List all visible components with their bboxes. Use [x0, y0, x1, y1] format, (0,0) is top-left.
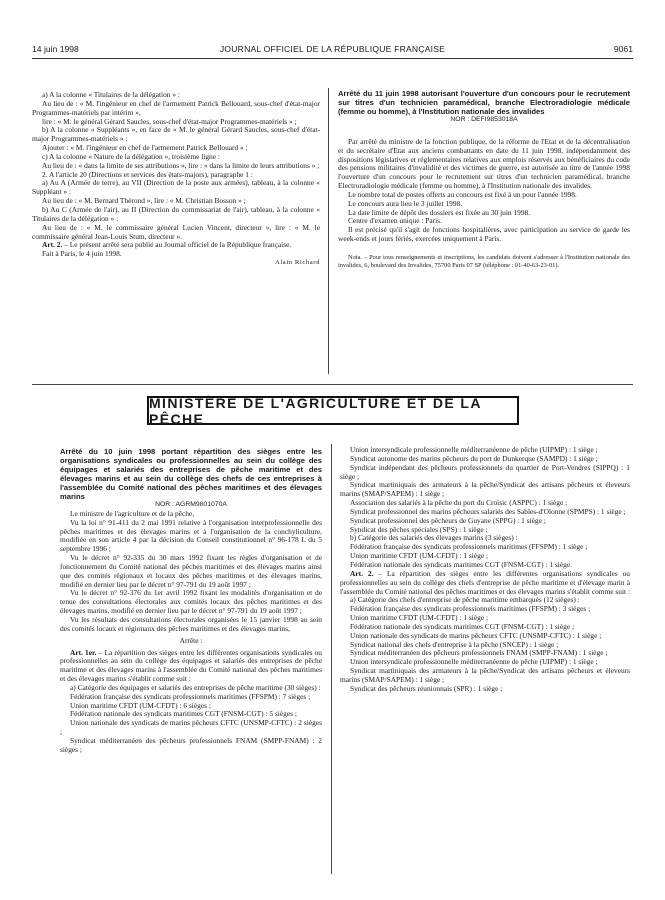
- list-item: Union intersyndicale professionnelle méditerranéenne de pêche (UIPMP) : 1 siège ;: [350, 657, 598, 667]
- signature: Alain Richard: [275, 259, 320, 267]
- paragraph: Vu les résultats des consultations électorales organisées le 15 janvier 1998 au sein des comités locaux et régionaux des pêches maritimes et des élevages marins,: [60, 614, 322, 633]
- paragraph: Le nombre total de postes offerts au concours est fixé à un pour l'année 1998.: [348, 189, 577, 199]
- section-rule: [32, 384, 633, 385]
- list-item: Fédération française des syndicats professionnels maritimes (FFSPM) : 7 sièges ;: [70, 691, 311, 701]
- article-label: Art. 2.: [42, 240, 63, 250]
- category-heading: a) Catégorie des équipages et salariés des entreprises de pêche maritime (30 sièges) :: [70, 682, 321, 692]
- paragraph: Au lieu de : « M. le commissaire général Lucien Vincent, directeur », lire : « M. le commissaire général Jean-Louis Stum, directeur ».: [32, 222, 320, 241]
- ministry-heading: MINISTÈRE DE L'AGRICULTURE ET DE LA PÊCHE: [147, 396, 519, 425]
- header-journal-title: JOURNAL OFFICIEL DE LA RÉPUBLIQUE FRANÇAISE: [219, 44, 446, 54]
- article-1: [60, 649, 322, 684]
- list-item: Union nationale des syndicats de marins pêcheurs CFTC (UNSMP-CFTC) : 1 siège ;: [350, 630, 602, 640]
- paragraph: Au lieu de : « M. l'ingénieur en chef de l'armement Patrick Bellouard, sous-chef d'état-major Programmes-matériels par intérim »,: [32, 98, 320, 117]
- paragraph: a) Au A (Armée de terre), au VII (Direction de la poste aux armées), tableau, à la colonne « Suppléant » :: [32, 178, 320, 197]
- paragraph: La date limite de dépôt des dossiers est fixée au 30 juin 1998.: [348, 207, 531, 217]
- list-item: Fédération nationale des syndicats maritimes CGT (FNSM-CGT) : 5 sièges ;: [70, 709, 297, 719]
- paragraph: Le ministre de l'agriculture et de la pêche,: [70, 508, 195, 518]
- header-rule: [32, 58, 633, 59]
- list-item: Syndicat martiniquais des armateurs à la pêche/Syndicat des artisans pêcheurs et éleveurs marins (SMAP/SAPEM) : 1 siège ;: [340, 666, 630, 684]
- decree-title: Arrêté du 11 juin 1998 autorisant l'ouverture d'un concours pour le recrutement sur titres d'un technicien paramédical, branche Electroradiologie médicale (femme ou homme), à l'Institution nationale des invalides: [338, 89, 630, 116]
- paragraph: Au lieu de : « dans la limite de ses attributions », lire : « dans la limite de leurs attributions » ;: [42, 160, 320, 170]
- list-item: Syndicat des pêches spéciales (SPS) : 1 siège ;: [350, 524, 488, 534]
- paragraph: Vu la loi n° 91-411 du 2 mai 1991 relative à l'organisation interprofessionnelle des pêches maritimes et des élevages marins et à l'organisation de la conchyliculture, modifiée en son article 4 par la décision du Conseil constitutionnel n° 96-178 L du 5 septembre 1996 ;: [60, 517, 322, 554]
- decree-title: Arrêté du 10 juin 1998 portant répartition des sièges entre les organisations syndicales ou professionnelles au sein du collège des équipages et salariés des entreprises de pêche maritime et des élevages marins et au sein du collège des chefs de ces entreprises à l'assemblée du Comité national des pêches maritimes et des élevages marins: [60, 447, 322, 501]
- paragraph: Par arrêté du ministre de la fonction publique, de la réforme de l'Etat et de la décentralisation et du secrétaire d'Etat aux anciens combattants en date du 11 juin 1998, indépendamment des dispositions législatives et réglementaires relatives aux emplois réservés aux bénéficiaires du code des pensions militaires d'invalidité et des victimes de guerre, est autorisée au titre de l'année 1998 l'ouverture d'un concours pour le recrutement sur titres d'un technicien paramédical, branche Electroradiologie médicale (femme ou homme), à l'Institution nationale des invalides.: [338, 136, 630, 191]
- list-item: Syndicat autonome des marins pêcheurs du port de Dunkerque (SAMPD) : 1 siège ;: [350, 453, 598, 463]
- column-divider: [331, 444, 332, 874]
- paragraph: b) Au C (Armée de l'air), au II (Direction du commissariat de l'air), tableau, à la colonne « Titulaires de la délégation » :: [32, 204, 320, 223]
- paragraph: c) A la colonne « Nature de la délégation », troisième ligne :: [42, 151, 220, 161]
- left-bottom-column: [60, 447, 322, 755]
- category-heading: b) Catégorie des salariés des élevages marins (3 sièges) :: [350, 533, 518, 543]
- list-item: Union maritime CFDT (UM-CFDT) : 1 siège ;: [350, 551, 489, 561]
- right-top-column: [338, 89, 630, 269]
- list-item: Syndicat des pêcheurs réunionnais (SPR) : 1 siège ;: [350, 683, 503, 693]
- left-top-column: [32, 91, 320, 268]
- list-item: Association des salariés à la pêche du port du Croisic (ASPPC) : 1 siège ;: [350, 498, 568, 508]
- paragraph: 2. A l'article 20 (Directions et services des états-majors), paragraphe 1 :: [42, 169, 253, 179]
- list-item: Fédération française des syndicats professionnels maritimes (FFSPM) : 3 sièges ;: [350, 604, 591, 614]
- column-divider: [328, 88, 329, 374]
- paragraph: Centre d'examen unique : Paris.: [348, 216, 442, 226]
- list-item: Syndicat indépendant des pêcheurs professionnels du quartier de Port-Vendres (SIPPQ) : 1 siège ;: [340, 462, 630, 481]
- article-label: Art. 2.: [350, 568, 374, 578]
- signing-place-date: Fait à Paris, le 4 juin 1998.: [42, 249, 122, 259]
- nor-reference: NOR : AGRM9801070A: [155, 501, 227, 508]
- paragraph: Vu le décret n° 92-376 du 1er avril 1992 fixant les modalités d'organisation et de tenue des consultations électorales aux comités locaux des pêches maritimes et des élevages marins, modifié en dernier lieu par le décret n° 97-791 du 19 août 1997 ;: [60, 588, 322, 616]
- list-item: Syndicat martiniquais des armateurs à la pêche/Syndicat des artisans pêcheurs et éleveurs marins (SMAP/SAPEM) : 1 siège ;: [340, 480, 630, 499]
- paragraph: Il est précisé qu'il s'agit de fonctions hospitalières, avec participation au service de garde les week-ends et jours fériés, exercées uniquement à Paris.: [338, 225, 630, 244]
- article-text: – Le présent arrêté sera publié au Journal officiel de la République française.: [64, 240, 292, 250]
- list-item: Syndicat méditerranéen des pêcheurs professionnels FNAM (SMPP-FNAM) : 2 sièges ;: [60, 735, 322, 754]
- article-text: – La répartition des sièges entre les différentes organisations syndicales ou professionnelles au sein du collège des équipages et salariés des entreprises de pêche maritime et des élevages marins à l'assemblée du Comité national des pêches maritimes et des élevages marins s'établit comme suit :: [60, 647, 322, 684]
- right-bottom-column: [340, 446, 630, 694]
- list-item: Union nationale des syndicats de marins pêcheurs CFTC (UNSMP-CFTC) : 2 sièges ;: [60, 718, 322, 737]
- list-item: Fédération nationale des syndicats maritimes CGT (FNSM-CGT) : 1 siège ;: [350, 621, 575, 631]
- list-item: Union maritime CFDT (UM-CFDT) : 1 siège ;: [350, 613, 489, 623]
- arrete-heading: Arrête :: [179, 635, 203, 645]
- list-item: Fédération française des syndicats professionnels maritimes (FFSPM) : 1 siège ;: [350, 542, 588, 552]
- list-item: Syndicat professionnel des marins pêcheurs salariés des Sables-d'Olonne (SPMPS) : 1 siège ;: [350, 506, 626, 516]
- paragraph: Vu le décret n° 92-335 du 30 mars 1992 fixant les règles d'organisation et de fonctionnement du Comité national des pêches maritimes et des élevages marins ainsi que des comités régionaux et locaux des pêches maritimes et des élevages marins, modifié en dernier lieu par le décret n° 97-791 du 19 août 1997 ;: [60, 553, 322, 589]
- article-text: – La répartition des sièges entre les différentes organisations syndicales ou professionnelles au sein du collège des chefs d'entreprise de pêche maritime et d'élevage marin à l'assemblée du Comité national des pêches maritimes et des élevages marins s'établit comme suit :: [340, 568, 630, 596]
- paragraph: Le concours aura lieu le 3 juillet 1998.: [348, 198, 463, 208]
- list-item: Syndicat méditerranéen des pêcheurs professionnels FNAM (SMPP-FNAM) : 1 siège ;: [350, 648, 608, 658]
- nor-reference: NOR : DEFI9853018A: [450, 116, 518, 123]
- note: Nota. – Pour tous renseignements et inscriptions, les candidats doivent s'adresser à l'Institution nationale des invalides, 6, boulevard des Invalides, 75700 Paris 07 SP (téléphone : 01-40-63-23-01).: [338, 253, 630, 269]
- article-label: Art. 1er.: [70, 647, 97, 657]
- paragraph: b) A la colonne « Suppléants », en face de « M. le général Gérard Saucles, sous-chef d'état-major Programmes-matériels » :: [32, 125, 320, 144]
- list-item: Syndicat national des chefs d'entreprise à la pêche (SNCEP) : 1 siège ;: [350, 639, 559, 649]
- paragraph: a) A la colonne « Titulaires de la délégation » :: [42, 90, 180, 99]
- paragraph: Au lieu de : « M. Bernard Thérond », lire : « M. Christian Bosson » ;: [42, 196, 246, 206]
- category-heading: a) Catégorie des chefs d'entreprise de pêche maritime embarqués (12 sièges) :: [350, 595, 580, 605]
- list-item: Union intersyndicale professionnelle méditerranéenne de pêche (UIPMP) : 1 siège ;: [350, 445, 598, 454]
- list-item: Union maritime CFDT (UM-CFDT) : 6 sièges ;: [70, 700, 211, 710]
- page-header: [32, 44, 633, 58]
- paragraph: Ajouter : « M. l'ingénieur en chef de l'armement Patrick Bellouard » ;: [42, 143, 248, 153]
- list-item: Fédération nationale des syndicats maritimes CGT (FNSM-CGT) : 1 siège.: [350, 559, 572, 569]
- header-page-number: 9061: [613, 44, 633, 54]
- article-2: [340, 570, 630, 597]
- list-item: Syndicat professionnel des pêcheurs de Guyane (SPPG) : 1 siège ;: [350, 515, 546, 525]
- paragraph: lire : « M. le général Gérard Saucles, sous-chef d'état-major Programmes-matériels » ;: [42, 116, 297, 126]
- header-date: 14 juin 1998: [32, 44, 79, 54]
